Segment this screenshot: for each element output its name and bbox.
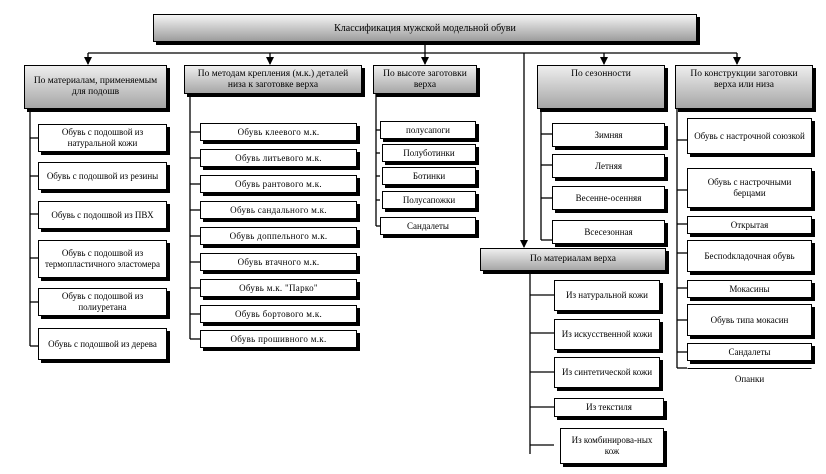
- category-upper-material: По материалам верха: [480, 248, 666, 271]
- item-method-welt: Обувь рантового м.к.: [200, 175, 357, 193]
- category-upper-construction: По конструкции заготовки верха или низа: [675, 65, 813, 109]
- item-height-sandals: Сандалеты: [380, 217, 476, 235]
- diagram-title: Классификация мужской модельной обуви: [153, 14, 697, 42]
- item-season-winter: Зимняя: [552, 123, 665, 147]
- item-construction-quarters: Обувь с настрочными берцами: [687, 168, 812, 208]
- item-method-cast: Обувь литьевого м.к.: [200, 149, 357, 167]
- item-construction-sandals: Сандалеты: [687, 343, 812, 361]
- item-method-glue: Обувь клеевого м.к.: [200, 123, 357, 141]
- item-method-bortovoy: Обувь бортового м.к.: [200, 305, 357, 323]
- item-season-summer: Летняя: [552, 154, 665, 178]
- item-construction-open: Открытая: [687, 216, 812, 234]
- category-seasonality: По сезонности: [537, 65, 665, 109]
- item-height-boots: Ботинки: [382, 167, 476, 185]
- item-method-parko: Обувь м.к. "Парко": [200, 279, 357, 297]
- item-method-sandal: Обувь сандального м.к.: [200, 201, 357, 219]
- item-sole-polyurethane: Обувь с подошвой из полиуретана: [38, 288, 167, 316]
- item-construction-moccasin-type: Обувь типа мокасин: [687, 304, 812, 336]
- item-upper-natural-leather: Из натуральной кожи: [554, 280, 660, 311]
- item-height-low-shoes: Полуботинки: [382, 144, 476, 162]
- item-method-doppel: Обувь доппельного м.к.: [200, 227, 357, 245]
- item-season-all-season: Всесезонная: [552, 220, 665, 244]
- item-upper-artificial-leather: Из искусственной кожи: [554, 319, 660, 350]
- item-upper-textile: Из текстиля: [554, 398, 664, 417]
- item-sole-pvc: Обувь с подошвой из ПВХ: [38, 201, 167, 229]
- item-sole-tpe: Обувь с подошвой из термопластичного эластомера: [38, 240, 167, 278]
- category-upper-height: По высоте заготовки верха: [373, 65, 477, 94]
- item-construction-opanki: Опанки: [687, 368, 812, 390]
- category-fastening-method: По методам крепления (м.к.) деталей низа к заготовке верха: [184, 65, 362, 94]
- item-method-proshivnoy: Обувь прошивного м.к.: [200, 330, 357, 348]
- item-construction-moccasins: Мокасины: [687, 280, 812, 298]
- item-sole-rubber: Обувь с подошвой из резины: [38, 162, 167, 190]
- item-height-ankle-boots: Полусапожки: [382, 191, 476, 209]
- item-construction-unlined: Беспodкладочная обувь: [687, 240, 812, 272]
- item-method-vtachny: Обувь втачного м.к.: [200, 253, 357, 271]
- item-sole-wood: Обувь с подошвой из дерева: [38, 328, 167, 360]
- item-construction-vamp: Обувь с настрочной союзкой: [687, 118, 812, 154]
- category-sole-material: По материалам, применяемым для подошв: [24, 65, 167, 109]
- item-upper-combined: Из комбинирова-ных кож: [560, 428, 664, 464]
- item-season-spring-autumn: Весенне-осенняя: [552, 186, 665, 210]
- item-upper-synthetic-leather: Из синтетической кожи: [554, 357, 660, 388]
- item-height-half-boots: полусапоги: [380, 121, 476, 139]
- item-sole-natural-leather: Обувь с подошвой из натуральной кожи: [38, 124, 167, 152]
